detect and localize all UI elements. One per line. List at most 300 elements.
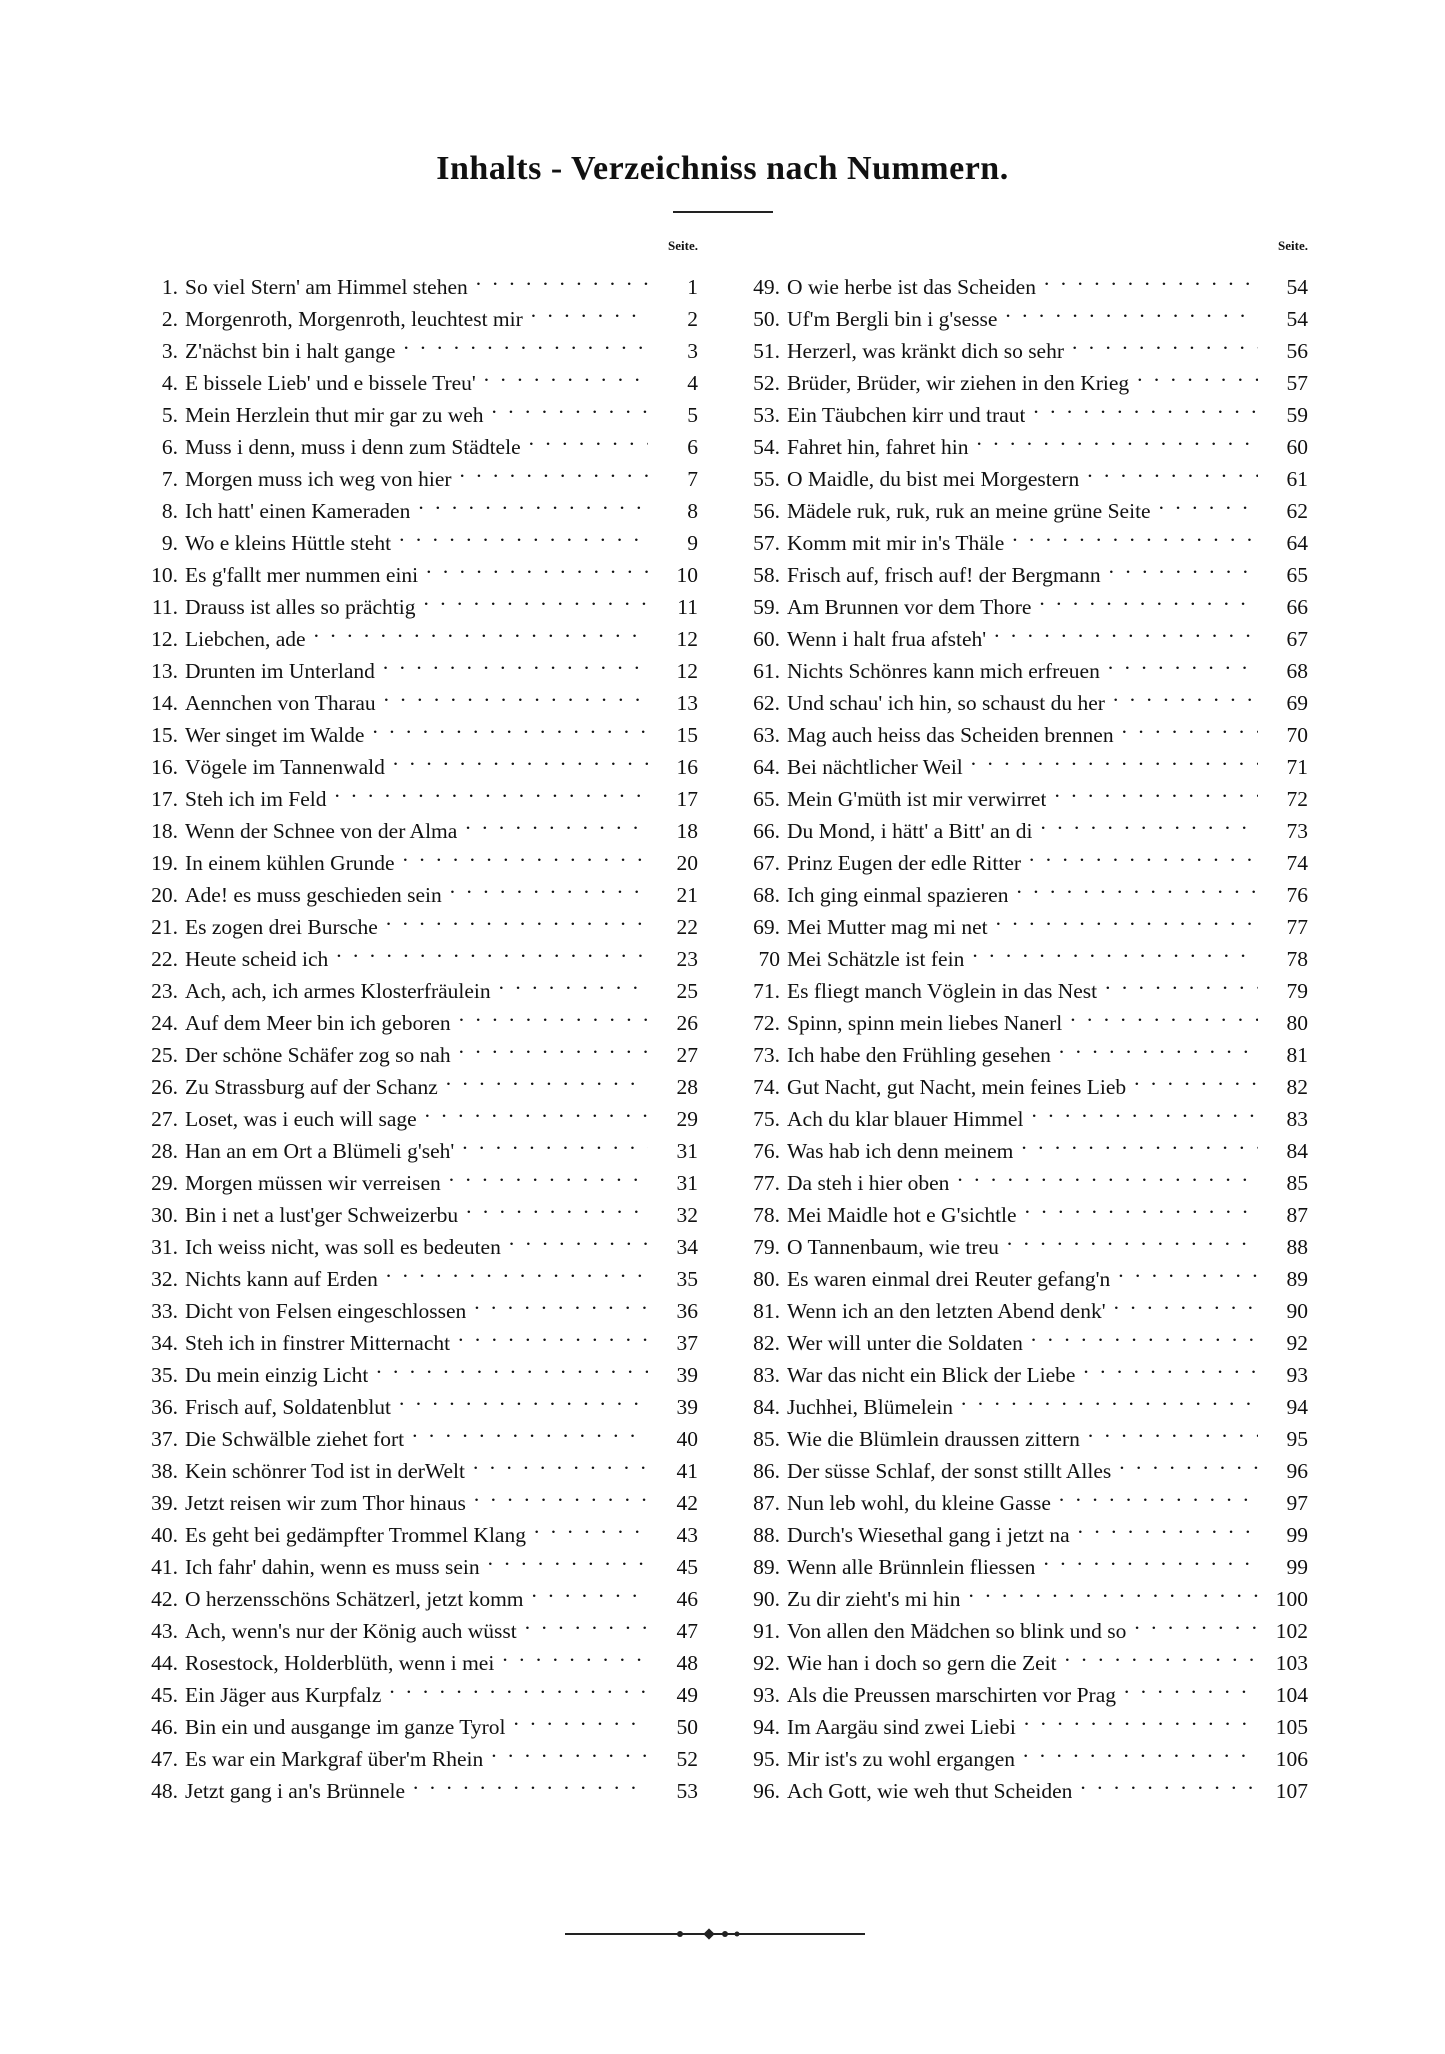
dot-leader [1031,390,1258,422]
entry-title: Nichts Schönres kann mich erfreuen [787,659,1100,683]
dot-leader [401,326,648,358]
dot-leader [448,870,648,902]
entry-number: 13. [151,659,178,683]
entry-title: Juchhei, Blümelein [787,1395,953,1419]
entry-page: 99 [1286,1523,1308,1547]
entry-page: 53 [676,1779,698,1803]
entry-number: 78. [753,1203,780,1227]
dot-leader [384,902,648,934]
toc-entry [742,262,1308,299]
entry-number: 22. [151,947,178,971]
entry-number: 72. [753,1011,780,1035]
entry-title: Mag auch heiss das Scheiden brennen [787,723,1114,747]
dot-leader [1132,1062,1258,1094]
right-page-label: Seite. [1278,238,1308,253]
entry-title: Von allen den Mädchen so blink und so [787,1619,1127,1643]
dot-leader [529,294,648,326]
entry-title: Wie die Blümlein draussen zittern [787,1427,1080,1451]
dot-leader [447,1158,648,1190]
entry-title: Mir ist's zu wohl ergangen [787,1747,1015,1771]
entry-number: 11. [151,595,178,619]
entry-page: 21 [676,883,698,907]
entry-title: Wie han i doch so gern die Zeit [787,1651,1057,1675]
entry-number: 85. [753,1427,780,1451]
entry-number: 51. [753,339,780,363]
entry-number: 35. [151,1363,178,1387]
dot-leader [527,422,648,454]
dot-leader [966,1574,1258,1606]
entry-number: 90. [753,1587,780,1611]
left-page-label: Seite. [668,238,698,253]
entry-number: 77. [753,1171,780,1195]
entry-title: Auf dem Meer bin ich geboren [185,1011,451,1035]
entry-title: Spinn, spinn mein liebes Nanerl [787,1011,1063,1035]
entry-title: Wenn alle Brünnlein fliessen [787,1555,1036,1579]
entry-number: 34. [151,1331,178,1355]
dot-leader [1014,870,1258,902]
dot-leader [423,1094,648,1126]
dot-leader [1057,1030,1258,1062]
entry-number: 73. [753,1043,780,1067]
entry-number: 47. [151,1747,178,1771]
dot-leader [500,1638,648,1670]
entry-page: 60 [1286,435,1308,459]
entry-number: 19. [151,851,178,875]
entry-number: 53. [753,403,780,427]
dot-leader [486,1542,648,1574]
entry-page: 20 [676,851,698,875]
dot-leader [1157,486,1258,518]
entry-number: 17. [151,787,178,811]
entry-title: Ach du klar blauer Himmel [787,1107,1024,1131]
dot-leader [312,614,648,646]
entry-page: 31 [676,1171,698,1195]
entry-title: Es waren einmal drei Reuter gefang'n [787,1267,1111,1291]
entry-title: Komm mit mir in's Thäle [787,531,1005,555]
entry-page: 102 [1275,1619,1308,1643]
left-column [138,238,698,1803]
entry-page: 95 [1286,1427,1308,1451]
entry-title: Du Mond, i hätt' a Bitt' an di [787,819,1033,843]
dot-leader [1135,358,1258,390]
entry-number: 20. [151,883,178,907]
dot-leader [959,1382,1258,1414]
dot-leader [1029,1094,1258,1126]
entry-page: 107 [1275,1779,1308,1803]
entry-page: 92 [1286,1331,1308,1355]
entry-number: 88. [753,1523,780,1547]
dot-leader [1019,1126,1258,1158]
entry-number: 33. [151,1299,178,1323]
entry-number: 48. [151,1779,178,1803]
entry-number: 87. [753,1491,780,1515]
bottom-ornament [565,1927,865,1941]
entry-page: 16 [676,755,698,779]
entry-title: Es zogen drei Bursche [185,915,378,939]
entry-title: Bin ein und ausgange im ganze Tyrol [185,1715,506,1739]
dot-leader [530,1574,648,1606]
entry-title: So viel Stern' am Himmel stehen [185,275,468,299]
dot-leader [1068,998,1258,1030]
entry-title: Mei Schätzle ist fein [787,947,965,971]
entry-number: 89. [753,1555,780,1579]
entry-page: 83 [1286,1107,1308,1131]
dot-leader [1023,1190,1258,1222]
entry-page: 88 [1286,1235,1308,1259]
entry-number: 64. [753,755,780,779]
entry-page: 34 [676,1235,698,1259]
dot-leader [387,1670,648,1702]
entry-number: 37. [151,1427,178,1451]
entry-number: 60. [753,627,780,651]
entry-title: Morgenroth, Morgenroth, leuchtest mir [185,307,523,331]
dot-leader [975,422,1258,454]
entry-page: 23 [676,947,698,971]
entry-number: 68. [753,883,780,907]
entry-title: Ach Gott, wie weh thut Scheiden [787,1779,1073,1803]
dot-leader [410,1414,648,1446]
entry-title: Loset, was i euch will sage [185,1107,417,1131]
entry-page: 25 [676,979,698,1003]
entry-number: 49. [753,275,780,299]
entry-number: 81. [753,1299,780,1323]
entry-page: 65 [1286,563,1308,587]
entry-page: 17 [676,787,698,811]
entry-page: 10 [676,563,698,587]
entry-number: 54. [753,435,780,459]
entry-title: Mei Maidle hot e G'sichtle [787,1203,1017,1227]
dot-leader [482,358,648,390]
entry-page: 4 [687,371,698,395]
entry-title: Zu Strassburg auf der Schanz [185,1075,438,1099]
entry-title: O Tannenbaum, wie treu [787,1235,999,1259]
entry-title: Am Brunnen vor dem Thore [787,595,1032,619]
dot-leader [424,550,648,582]
entry-number: 94. [753,1715,780,1739]
entry-title: Fahret hin, fahret hin [787,435,969,459]
entry-page: 54 [1286,275,1308,299]
dot-leader [1005,1222,1258,1254]
entry-number: 70 [758,947,780,971]
entry-title: Der süsse Schlaf, der sonst stillt Alles [787,1459,1112,1483]
entry-number: 21. [151,915,178,939]
dot-leader [471,1446,648,1478]
entry-page: 59 [1286,403,1308,427]
entry-page: 64 [1286,531,1308,555]
entry-number: 32. [151,1267,178,1291]
entry-page: 18 [676,819,698,843]
dot-leader [1070,326,1258,358]
entry-page: 43 [676,1523,698,1547]
entry-title: War das nicht ein Blick der Liebe [787,1363,1076,1387]
dot-leader [1116,1254,1258,1286]
entry-page: 28 [676,1075,698,1099]
dot-leader [1003,294,1258,326]
entry-number: 43. [151,1619,178,1643]
dot-leader [334,934,648,966]
entry-number: 82. [753,1331,780,1355]
entry-page: 12 [676,659,698,683]
entry-page: 32 [676,1203,698,1227]
entry-page: 56 [1286,339,1308,363]
entry-title: Gut Nacht, gut Nacht, mein feines Lieb [787,1075,1127,1099]
dot-leader [458,454,648,486]
entry-page: 61 [1286,467,1308,491]
entry-number: 16. [151,755,178,779]
entry-page: 103 [1275,1651,1308,1675]
dot-leader [1021,1734,1258,1766]
dot-leader [1086,1414,1258,1446]
entry-title: Uf'm Bergli bin i g'sesse [787,307,998,331]
entry-page: 84 [1286,1139,1308,1163]
entry-title: Es fliegt manch Vöglein in das Nest [787,979,1098,1003]
dot-leader [1042,262,1258,294]
entry-number: 42. [151,1587,178,1611]
dot-leader [1038,806,1258,838]
entry-page: 77 [1286,915,1308,939]
entry-title: O Maidle, du bist mei Morgestern [787,467,1080,491]
dot-leader [457,998,648,1030]
entry-title: Drunten im Unterland [185,659,375,683]
entry-title: Z'nächst bin i halt gange [185,339,396,363]
entry-number: 83. [753,1363,780,1387]
dot-leader [456,1318,648,1350]
entry-page: 96 [1286,1459,1308,1483]
dot-leader [523,1606,648,1638]
entry-number: 18. [151,819,178,843]
entry-number: 65. [753,787,780,811]
entry-page: 57 [1286,371,1308,395]
entry-title: Ich weiss nicht, was soll es bedeuten [185,1235,501,1259]
entry-number: 40. [151,1523,178,1547]
entry-title: Kein schönrer Tod ist in derWelt [185,1459,465,1483]
dot-leader [1037,582,1258,614]
entry-number: 86. [753,1459,780,1483]
dot-leader [374,1350,648,1382]
entry-number: 24. [151,1011,178,1035]
dot-leader [1041,1542,1258,1574]
entry-title: Jetzt gang i an's Brünnele [185,1779,406,1803]
entry-number: 69. [753,915,780,939]
dot-leader [1103,966,1258,998]
dot-leader [1117,1446,1258,1478]
entry-number: 14. [151,691,178,715]
entry-number: 76. [753,1139,780,1163]
entry-page: 5 [687,403,698,427]
entry-page: 37 [676,1331,698,1355]
dot-leader [1085,454,1258,486]
dot-leader [489,1734,648,1766]
entry-title: Liebchen, ade [185,627,306,651]
dot-leader [1120,710,1258,742]
entry-number: 80. [753,1267,780,1291]
entry-title: Prinz Eugen der edle Ritter [787,851,1022,875]
toc-entry [138,262,698,299]
entry-title: Im Aargäu sind zwei Liebi [787,1715,1016,1739]
dot-leader [1010,518,1258,550]
dot-leader [992,614,1258,646]
entry-page: 105 [1275,1715,1308,1739]
entry-title: Morgen muss ich weg von hier [185,467,452,491]
entry-title: Wer singet im Walde [185,723,365,747]
entry-number: 52. [753,371,780,395]
entry-title: Ich hatt' einen Kameraden [185,499,411,523]
entry-number: 23. [151,979,178,1003]
entry-page: 52 [676,1747,698,1771]
entry-title: Han an em Ort a Blümeli g'seh' [185,1139,455,1163]
entry-page: 94 [1286,1395,1308,1419]
entry-page: 80 [1286,1011,1308,1035]
entry-title: Wenn der Schnee von der Alma [185,819,458,843]
entry-page: 99 [1286,1555,1308,1579]
entry-title: Mein Herzlein thut mir gar zu weh [185,403,484,427]
entry-number: 71. [753,979,780,1003]
entry-number: 39. [151,1491,178,1515]
entry-title: Bin i net a lust'ger Schweizerbu [185,1203,459,1227]
entry-title: Rosestock, Holderblüth, wenn i mei [185,1651,495,1675]
page-title: Inhalts - Verzeichniss nach Nummern. [436,150,1009,187]
entry-page: 106 [1275,1747,1308,1771]
entry-title: Dicht von Felsen eingeschlossen [185,1299,467,1323]
dot-leader [463,806,648,838]
entry-number: 57. [753,531,780,555]
entry-page: 67 [1286,627,1308,651]
dot-leader [457,1030,648,1062]
entry-page: 27 [676,1043,698,1067]
entry-number: 31. [151,1235,178,1259]
entry-number: 55. [753,467,780,491]
entry-page: 81 [1286,1043,1308,1067]
dot-leader [391,742,648,774]
dot-leader [460,1126,648,1158]
entry-page: 1 [687,275,698,299]
entry-title: Jetzt reisen wir zum Thor hinaus [185,1491,466,1515]
entry-page: 78 [1286,947,1308,971]
entry-title: Steh ich in finstrer Mitternacht [185,1331,451,1355]
entry-number: 84. [753,1395,780,1419]
entry-page: 35 [676,1267,698,1291]
dot-leader [1078,1766,1258,1798]
entry-title: Der schöne Schäfer zog so nah [185,1043,451,1067]
entry-number: 91. [753,1619,780,1643]
entry-number: 74. [753,1075,780,1099]
left-entry-list [138,262,698,1803]
dot-leader [411,1766,648,1798]
dot-leader [1063,1638,1258,1670]
entry-page: 70 [1286,723,1308,747]
entry-title: Drauss ist alles so prächtig [185,595,416,619]
entry-page: 82 [1286,1075,1308,1099]
entry-number: 63. [753,723,780,747]
entry-page: 87 [1286,1203,1308,1227]
dot-leader [1132,1606,1258,1638]
entry-page: 39 [676,1363,698,1387]
entry-title: Nichts kann auf Erden [185,1267,378,1291]
entry-number: 12. [151,627,178,651]
entry-page: 97 [1286,1491,1308,1515]
entry-page: 47 [676,1619,698,1643]
entry-title: Ein Täubchen kirr und traut [787,403,1026,427]
entry-page: 42 [676,1491,698,1515]
entry-page: 22 [676,915,698,939]
dot-leader [1076,1510,1258,1542]
dot-leader [1106,646,1258,678]
entry-number: 45. [151,1683,178,1707]
entry-page: 50 [676,1715,698,1739]
entry-title: Morgen müssen wir verreisen [185,1171,441,1195]
entry-page: 62 [1286,499,1308,523]
entry-title: Ich habe den Frühling gesehen [787,1043,1051,1067]
entry-page: 66 [1286,595,1308,619]
entry-title: Du mein einzig Licht [185,1363,369,1387]
entry-number: 95. [753,1747,780,1771]
dot-leader [970,934,1258,966]
entry-number: 61. [753,659,780,683]
entry-title: O herzensschöns Schätzerl, jetzt komm [185,1587,524,1611]
dot-leader [1081,1350,1258,1382]
entry-title: Heute scheid ich [185,947,329,971]
dot-leader [1057,1478,1258,1510]
entry-page: 6 [687,435,698,459]
entry-number: 28. [151,1139,178,1163]
dot-leader [472,1286,648,1318]
entry-title: Und schau' ich hin, so schaust du her [787,691,1105,715]
dot-leader [382,678,648,710]
title-rule [673,211,773,213]
dot-leader [969,742,1258,774]
entry-number: 8. [161,499,178,523]
dot-leader [1052,774,1258,806]
entry-title: Wenn ich an den letzten Abend denk' [787,1299,1106,1323]
entry-title: Nun leb wohl, du kleine Gasse [787,1491,1051,1515]
entry-title: Ich fahr' dahin, wenn es muss sein [185,1555,480,1579]
entry-number: 96. [753,1779,780,1803]
entry-number: 50. [753,307,780,331]
entry-page: 93 [1286,1363,1308,1387]
entry-title: Aennchen von Tharau [185,691,376,715]
right-entry-list [742,262,1308,1803]
entry-title: Da steh i hier oben [787,1171,950,1195]
entry-number: 67. [753,851,780,875]
dot-leader [1027,838,1258,870]
entry-title: Bei nächtlicher Weil [787,755,963,779]
entry-title: Durch's Wiesethal gang i jetzt na [787,1523,1070,1547]
entry-title: Es geht bei gedämpfter Trommel Klang [185,1523,526,1547]
entry-page: 26 [676,1011,698,1035]
entry-number: 1. [161,275,178,299]
entry-page: 29 [676,1107,698,1131]
entry-page: 9 [687,531,698,555]
dot-leader [474,262,648,294]
entry-page: 74 [1286,851,1308,875]
dot-leader [472,1478,648,1510]
entry-number: 5. [161,403,178,427]
dot-leader [384,1254,648,1286]
dot-leader [994,902,1258,934]
entry-title: Vögele im Tannenwald [185,755,385,779]
right-column [742,238,1308,1803]
dot-leader [370,710,648,742]
entry-number: 62. [753,691,780,715]
entry-title: Muss i denn, muss i denn zum Städtele [185,435,521,459]
entry-number: 7. [161,467,178,491]
entry-title: Mein G'müth ist mir verwirret [787,787,1047,811]
entry-title: Steh ich im Feld [185,787,327,811]
entry-number: 59. [753,595,780,619]
entry-number: 58. [753,563,780,587]
entry-title: Mei Mutter mag mi net [787,915,988,939]
entry-page: 90 [1286,1299,1308,1323]
